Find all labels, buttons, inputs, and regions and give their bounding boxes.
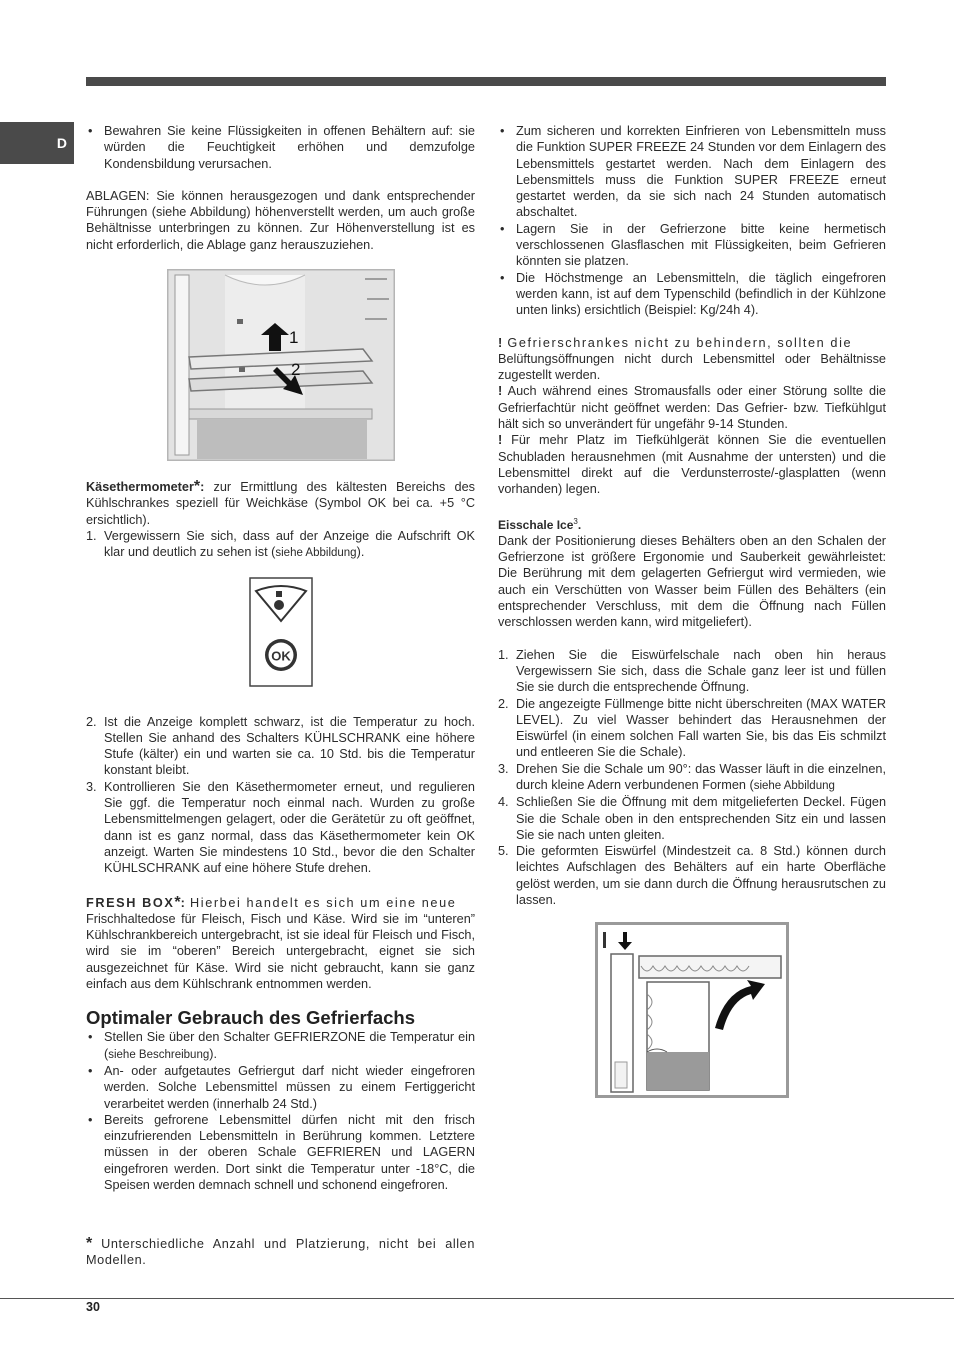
step-number: 5. <box>498 844 509 859</box>
list-item <box>498 270 886 319</box>
list-item <box>498 221 886 270</box>
step-text: Drehen Sie die Schale um 90°: das Wasser läuft in die einzelnen, durch kleine Adern verbundenen Formen ( <box>516 761 886 792</box>
asterisk: * <box>193 478 201 496</box>
warning-text: Für mehr Platz im Tiefkühlgerät können Sie die eventuellen Schubladen herausnehmen (mit Ausnahme der untersten) und die Lebensmittel direkt auf die Verdunsterroste/-glasplatten (wenn vorhanden) legen. <box>498 433 886 497</box>
step-text: Schließen Sie die Öffnung mit dem mitgelieferten Deckel. Fügen Sie die Schale oben in den entsprechenden Sitz ein und lassen Sie sie nach unten gleiten. <box>516 795 886 842</box>
step-text-small: siehe Abbildung <box>275 547 357 560</box>
fresh-box-paragraph <box>86 895 475 993</box>
step-number: 2. <box>498 696 509 711</box>
ice-superscript: 3 <box>573 516 578 526</box>
warning-2 <box>498 383 886 432</box>
list-item <box>86 779 475 877</box>
section-title: Optimaler Gebrauch des Gefrierfachs <box>86 1007 416 1029</box>
thermometer-indicator <box>249 577 313 687</box>
list-item <box>86 1029 475 1063</box>
asterisk: * <box>174 893 181 911</box>
list-item <box>86 123 475 172</box>
ice-paragraph: Dank der Positionierung dieses Behälters oben an den Schalen der Gefrierzone ist größere Ergonomie und Sauberkeit gewährleistet: Die Berührung mit dem gelagerten Gefriergut wird vermieden, wie auch ein Verschütten von Wasser beim Füllen des Behälters (ein entsprechender Verschluss, mit dem die Öffnung nach Füllen verschlossen werden kann, wird mitgeliefert). <box>498 533 886 630</box>
step-text: Kontrollieren Sie den Käsethermometer erneut, und regulieren Sie ggf. die Temperatur noch einmal nach. Wurden zu große Lebensmittelmengen gelagert, oder die Gerätetür zu oft geöffnet, dann ist es ganz normal, dass das Käsethermometer kein OK anzeigt. Warten Sie mindestens 10 Std., bevor die den Schalter KÜHLSCHRANK auf eine höhere Stufe drehen. <box>104 779 475 876</box>
list-item <box>86 528 475 562</box>
arrow-label-1: 1 <box>289 328 299 348</box>
ice-title-line <box>498 514 886 533</box>
ice-tray-illustration <box>595 922 789 1098</box>
ice-steps <box>498 647 886 909</box>
kase-steps-2 <box>86 714 475 877</box>
step-text: Ziehen Sie die Eiswürfelschale nach oben hin heraus Vergewissern Sie sich, dass die Schale ganz leer ist und füllen Sie sie durch die entsprechende Öffnung. <box>516 647 886 695</box>
ok-label: OK <box>271 648 291 664</box>
header-bar <box>86 77 886 86</box>
footer-rule <box>0 1298 954 1299</box>
liquid-bullet-list <box>86 123 475 172</box>
language-tab: D <box>0 122 74 164</box>
colon: : <box>200 480 205 495</box>
list-item <box>498 843 886 908</box>
colon: : <box>180 895 185 910</box>
bullet-text: Lagern Sie in der Gefrierzone bitte keine hermetisch verschlossenen Glasflaschen mit Flüssigkeiten, beim Gefrieren könnten sie platzen. <box>516 221 886 269</box>
arrow-label-2: 2 <box>291 360 301 380</box>
warning-text: Auch während eines Stromausfalls oder einer Störung sollte die Gefrierfachtür nicht geöffnet werden: Das Gefrier- bzw. Tiefkühlgut hält sich so unverändert für ungefähr 9-14 Stunden. <box>498 384 886 432</box>
warning-3 <box>498 432 886 497</box>
ok-indicator-figure <box>86 562 475 714</box>
right-column <box>498 123 886 1102</box>
warning-text: Belüftungsöffnungen nicht durch Lebensmittel oder Behältnisse zugestellt werden. <box>498 351 886 383</box>
warning-mark: ! <box>498 335 503 350</box>
list-item <box>86 714 475 779</box>
footnote-text: Unterschiedliche Anzahl und Platzierung, nicht bei allen Modellen. <box>86 1237 475 1268</box>
fresh-box-text: Frischhaltedose für Fleisch, Fisch und Käse. Wird sie im “unteren” Kühlschrankbereich untergebracht, ist sie ideal für Fleisch und Fisch, wird sie im “oberen” Bereich untergebracht, eignet sie sich ausgezeichnet für Käse. Wird sie nicht gebraucht, kann sie ganz einfach aus dem Kühlschrank entnommen werden. <box>86 911 475 992</box>
warning-mark: ! <box>498 433 503 448</box>
step-number: 4. <box>498 795 509 810</box>
kasethermometer-title: Käsethermometer <box>86 480 194 495</box>
bullet-text-end: ). <box>209 1046 218 1061</box>
list-item <box>498 647 886 696</box>
step-text: Ist die Anzeige komplett schwarz, ist die Temperatur zu hoch. Stellen Sie anhand des Schalters KÜHLSCHRANK eine höhere Stufe (kälter) ein und warten sie ca. 10 Std. bis die Temperatur konstant bleibt. <box>104 714 475 778</box>
shelf-figure <box>86 269 475 479</box>
asterisk: * <box>86 1235 93 1252</box>
kase-steps-1 <box>86 528 475 562</box>
page-number: 30 <box>86 1300 100 1314</box>
list-item <box>498 794 886 843</box>
warning-mark: ! <box>498 384 503 399</box>
freezing-bullet-list <box>498 123 886 319</box>
bullet-text: Bereits gefrorene Lebensmittel dürfen nicht mit den frisch einzufrierenden Lebensmitteln in Berührung kommen. Letztere müssen in der oberen Schale GEFRIEREN und LAGERN eingefroren werden. Dort sinkt die Temperatur unter -18°C, die Speisen werden demnach schnell und schonend eingefroren. <box>104 1112 475 1192</box>
bullet-text: An- oder aufgetautes Gefriergut darf nicht wieder eingefroren werden. Solche Lebensmittel müssen zu einem Fertiggericht verarbeitet werden (innerhalb 24 Std.) <box>104 1063 475 1111</box>
fresh-box-title: FRESH BOX <box>86 895 175 910</box>
bullet-text: Zum sicheren und korrekten Einfrieren von Lebensmitteln muss die Funktion SUPER FREEZE 24 Stunden vor dem Einlagern des Lebensmittels gestartet werden. Nach dem Einlagern des Lebensmittels muss die Funktion SUPER FREEZE erneut gestartet werden, da sie sich nach 24 Stunden automatisch abschaltet. <box>516 124 886 220</box>
step-number: 2. <box>86 714 97 729</box>
step-number: 1. <box>498 647 509 662</box>
list-item <box>86 1112 475 1193</box>
bullet-text-small: siehe Beschreibung <box>108 1048 210 1061</box>
shelf-illustration <box>167 269 395 461</box>
step-number: 1. <box>86 528 97 543</box>
step-text-end: ). <box>356 545 365 560</box>
step-number: 3. <box>498 761 509 776</box>
bullet-text: Stellen Sie über den Schalter GEFRIERZONE die Temperatur ein ( <box>104 1030 475 1061</box>
kasethermometer-text: zur Ermittlung des kältesten Bereichs des Kühlschrankes speziell für Weichkäse (Symbol OK bei ca. +5 °C ersichtlich). <box>86 480 475 527</box>
ice-title-dot: . <box>577 517 582 532</box>
step-text-small: siehe Abbildung <box>753 779 835 792</box>
left-column <box>86 123 475 1193</box>
list-item <box>498 123 886 221</box>
ice-tray-figure <box>498 922 886 1102</box>
warning-1 <box>498 335 886 384</box>
step-text: Die geformten Eiswürfel (Mindestzeit ca. 8 Std.) können durch leichtes Aufschlagen des Behälters auf ein harte Oberfläche gelöst werden, um sie dann durch die Öffnung herausrutschen zu lassen. <box>516 844 886 908</box>
kasethermometer-paragraph <box>86 479 475 528</box>
footnote <box>86 1236 475 1269</box>
list-item <box>86 1063 475 1112</box>
step-number: 3. <box>86 779 97 794</box>
freezer-bullet-list <box>86 1029 475 1193</box>
ablagen-paragraph: ABLAGEN: Sie können herausgezogen und dank entsprechender Führungen (siehe Abbildung) höhenverstellt werden, um auch große Behältnisse unterbringen zu können. Zur Höhenverstellung ist es nicht erforderlich, die Ablage ganz herauszuziehen. <box>86 188 475 252</box>
step-text: Die angezeigte Füllmenge bitte nicht überschreiten (MAX WATER LEVEL). Zu viel Wasser behindert das Herausnehmen der Eiswürfel (in einem solchen Fall warten Sie, bis das Eis schmilzt und entleeren Sie die Schale). <box>516 696 886 760</box>
step-text: Vergewissern Sie sich, dass auf der Anzeige die Aufschrift OK klar und deutlich zu sehen ist ( <box>104 528 475 560</box>
bullet-text: Bewahren Sie keine Flüssigkeiten in offenen Behältern auf: sie würden die Feuchtigkeit erhöhen und demzufolge Kondensbildung verursachen. <box>104 124 475 171</box>
bullet-text: Die Höchstmenge an Lebensmitteln, die täglich eingefroren werden kann, ist auf dem Typenschild (befindlich in der Kühlzone unten links) ersichtlich (Beispiel: Kg/24h 4). <box>516 270 886 318</box>
ice-tray-title: Eisschale Ice <box>498 517 574 532</box>
warning-text-spaced: Gefrierschrankes nicht zu behindern, sollten die <box>502 335 853 350</box>
fresh-box-text-spaced: Hierbei handelt es sich um eine neue <box>184 895 457 910</box>
list-item <box>498 696 886 761</box>
list-item <box>498 761 886 795</box>
